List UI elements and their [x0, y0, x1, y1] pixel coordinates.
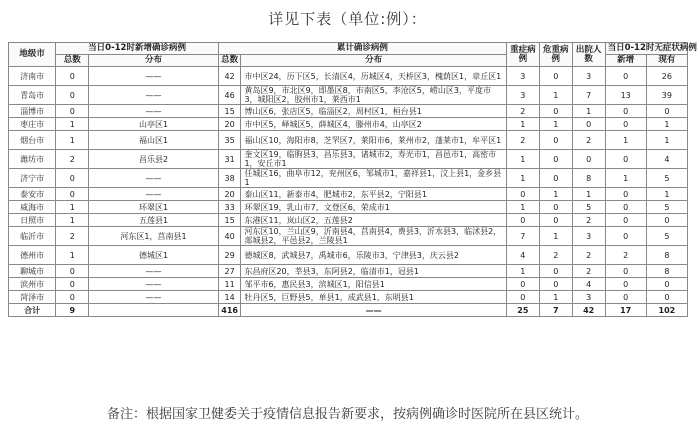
- cell-critical: 0: [539, 169, 572, 188]
- cell-cum-total: 31: [218, 150, 241, 169]
- cell-new-total: 0: [56, 67, 89, 86]
- cell-new-dist: ——: [89, 188, 219, 201]
- header-cum-distribution: 分布: [241, 55, 506, 67]
- cell-new-total: 0: [56, 291, 89, 304]
- cell-city: 济宁市: [9, 169, 56, 188]
- cell-cum-total: 38: [218, 169, 241, 188]
- cell-cum-total: 14: [218, 291, 241, 304]
- cell-new-dist: 德城区1: [89, 246, 219, 265]
- cell-new-dist: ——: [89, 291, 219, 304]
- cell-cum-total: 27: [218, 265, 241, 278]
- cell-critical: 1: [539, 227, 572, 246]
- cell-asym-existing: 39: [646, 86, 687, 105]
- header-severe: 重症病例: [506, 43, 539, 67]
- cell-asym-new: 0: [605, 118, 646, 131]
- cell-cum-total: 33: [218, 201, 241, 214]
- header-discharged: 出院人数: [572, 43, 605, 67]
- cell-city: 日照市: [9, 214, 56, 227]
- cell-asym-existing: 8: [646, 246, 687, 265]
- cell-city: 临沂市: [9, 227, 56, 246]
- cell-cum-total: 35: [218, 131, 241, 150]
- cell-cum-dist: 奎文区19，临朐县3，昌乐县3，诸城市2，寿光市1，昌邑市1，高密市1，安丘市1: [241, 150, 506, 169]
- cell-severe: 2: [506, 131, 539, 150]
- cell-discharged: 3: [572, 227, 605, 246]
- cell-cum-dist: 福山区10，海阳市8，芝罘区7，莱阳市6，莱州市2，蓬莱市1，牟平区1: [241, 131, 506, 150]
- cell-asym-new: 0: [605, 150, 646, 169]
- total-severe: 25: [506, 304, 539, 317]
- total-asym-new: 17: [605, 304, 646, 317]
- table-row: [9, 278, 688, 291]
- table-row: [9, 201, 688, 214]
- cell-severe: 0: [506, 214, 539, 227]
- cell-critical: 0: [539, 67, 572, 86]
- table-row: [9, 86, 688, 105]
- cell-new-dist: ——: [89, 278, 219, 291]
- cell-cum-total: 29: [218, 246, 241, 265]
- cell-new-total: 0: [56, 278, 89, 291]
- page-title: 详见下表（单位:例）：: [268, 10, 427, 28]
- cell-discharged: 3: [572, 67, 605, 86]
- table-row: [9, 188, 688, 201]
- table-row: [9, 131, 688, 150]
- header-new-distribution: 分布: [89, 55, 219, 67]
- cell-critical: 1: [539, 188, 572, 201]
- cell-asym-existing: 8: [646, 265, 687, 278]
- table-row: [9, 291, 688, 304]
- cell-asym-new: 13: [605, 86, 646, 105]
- cell-city: 淄博市: [9, 105, 56, 118]
- cell-cum-total: 15: [218, 105, 241, 118]
- cell-discharged: 0: [572, 150, 605, 169]
- cell-cum-dist: 市中区5，峄城区5，薛城区4，滕州市4，山亭区2: [241, 118, 506, 131]
- cell-new-total: 1: [56, 118, 89, 131]
- header-cum-total: 总数: [218, 55, 241, 67]
- cell-cum-dist: 德城区8，武城县7，禹城市6，乐陵市3，宁津县3，庆云县2: [241, 246, 506, 265]
- cell-severe: 0: [506, 291, 539, 304]
- cell-cum-total: 15: [218, 214, 241, 227]
- cell-new-dist: 昌乐县2: [89, 150, 219, 169]
- cell-new-total: 0: [56, 169, 89, 188]
- cell-cum-dist: 市中区24，历下区5，长清区4，历城区4，天桥区3，槐荫区1，章丘区1: [241, 67, 506, 86]
- cell-asym-new: 1: [605, 169, 646, 188]
- header-asym-existing: 现有: [646, 55, 687, 67]
- cell-new-dist: ——: [89, 265, 219, 278]
- cell-severe: 3: [506, 86, 539, 105]
- cell-critical: 1: [539, 291, 572, 304]
- cell-critical: 2: [539, 246, 572, 265]
- cell-city: 潍坊市: [9, 150, 56, 169]
- cell-new-dist: ——: [89, 105, 219, 118]
- cell-asym-new: 1: [605, 131, 646, 150]
- cell-city: 聊城市: [9, 265, 56, 278]
- cell-cum-dist: 泰山区11，新泰市4，肥城市2，东平县2，宁阳县1: [241, 188, 506, 201]
- cell-new-total: 1: [56, 246, 89, 265]
- header-new-group: 当日0-12时新增确诊病例: [56, 43, 219, 55]
- total-new-dist: [89, 304, 219, 317]
- cell-new-dist: 山亭区1: [89, 118, 219, 131]
- cell-discharged: 1: [572, 105, 605, 118]
- table-row: [9, 67, 688, 86]
- cell-asym-new: 2: [605, 246, 646, 265]
- cell-new-total: 1: [56, 214, 89, 227]
- cell-critical: 1: [539, 86, 572, 105]
- cell-city: 滨州市: [9, 278, 56, 291]
- cell-new-dist: ——: [89, 86, 219, 105]
- total-critical: 7: [539, 304, 572, 317]
- cell-cum-dist: 邹平市6，惠民县3，滨城区1，阳信县1: [241, 278, 506, 291]
- cell-city: 枣庄市: [9, 118, 56, 131]
- table-body: [9, 67, 688, 317]
- cell-cum-total: 42: [218, 67, 241, 86]
- cell-discharged: 2: [572, 265, 605, 278]
- table-row: [9, 214, 688, 227]
- cell-asym-new: 0: [605, 291, 646, 304]
- cell-asym-existing: 1: [646, 188, 687, 201]
- cell-asym-new: 0: [605, 214, 646, 227]
- cell-new-dist: 河东区1，莒南县1: [89, 227, 219, 246]
- cell-severe: 1: [506, 265, 539, 278]
- cell-asym-new: 0: [605, 265, 646, 278]
- cell-new-total: 0: [56, 188, 89, 201]
- cell-new-total: 1: [56, 201, 89, 214]
- cell-discharged: 4: [572, 278, 605, 291]
- cell-cum-total: 40: [218, 227, 241, 246]
- cell-city: 青岛市: [9, 86, 56, 105]
- cell-city: 济南市: [9, 67, 56, 86]
- cell-discharged: 3: [572, 291, 605, 304]
- total-new-total: 9: [56, 304, 89, 317]
- cell-city: 烟台市: [9, 131, 56, 150]
- cell-new-dist: ——: [89, 169, 219, 188]
- total-row: [9, 304, 688, 317]
- header-asym-new: 新增: [605, 55, 646, 67]
- cell-discharged: 1: [572, 188, 605, 201]
- cell-discharged: 2: [572, 131, 605, 150]
- cell-severe: 1: [506, 169, 539, 188]
- cell-severe: 0: [506, 278, 539, 291]
- cell-discharged: 8: [572, 169, 605, 188]
- cell-critical: 0: [539, 214, 572, 227]
- cell-critical: 0: [539, 201, 572, 214]
- cell-cum-dist: 东港区11，岚山区2，五莲县2: [241, 214, 506, 227]
- total-cum-total: 416: [218, 304, 241, 317]
- table-row: [9, 227, 688, 246]
- cell-asym-existing: 0: [646, 291, 687, 304]
- cell-cum-total: 20: [218, 118, 241, 131]
- cell-critical: 1: [539, 118, 572, 131]
- cell-discharged: 5: [572, 201, 605, 214]
- cell-asym-existing: 5: [646, 169, 687, 188]
- cell-discharged: 2: [572, 246, 605, 265]
- cell-asym-existing: 4: [646, 150, 687, 169]
- cell-new-total: 0: [56, 265, 89, 278]
- cell-cum-dist: 河东区10，兰山区9，沂南县4，莒南县4，费县3，沂水县3，临沭县2，郯城县2，平邑县2，兰陵县1: [241, 227, 506, 246]
- cell-cum-dist: 黄岛区9，市北区9，即墨区8，市南区5，李沧区5，崂山区3，平度市3，城阳区2，胶州市1，莱西市1: [241, 86, 506, 105]
- cell-asym-new: 0: [605, 67, 646, 86]
- total-asym-existing: 102: [646, 304, 687, 317]
- cell-asym-existing: 5: [646, 201, 687, 214]
- table-row: [9, 150, 688, 169]
- cell-critical: 0: [539, 150, 572, 169]
- cell-severe: 2: [506, 105, 539, 118]
- cell-asym-existing: 1: [646, 131, 687, 150]
- cell-cum-dist: 东昌府区20，莘县3，东阿县2，临清市1，冠县1: [241, 265, 506, 278]
- header-city: 地级市: [9, 43, 56, 67]
- cell-critical: 0: [539, 105, 572, 118]
- table-row: [9, 118, 688, 131]
- cell-asym-new: 0: [605, 188, 646, 201]
- table-row: [9, 105, 688, 118]
- cell-cum-total: 20: [218, 188, 241, 201]
- cell-new-total: 2: [56, 227, 89, 246]
- cell-critical: 0: [539, 278, 572, 291]
- cell-city: 威海市: [9, 201, 56, 214]
- cell-severe: 1: [506, 150, 539, 169]
- cell-discharged: 2: [572, 214, 605, 227]
- cell-asym-existing: 0: [646, 214, 687, 227]
- table-row: [9, 246, 688, 265]
- total-discharged: 42: [572, 304, 605, 317]
- header-critical: 危重病例: [539, 43, 572, 67]
- cell-asym-existing: 1: [646, 118, 687, 131]
- cell-new-total: 1: [56, 131, 89, 150]
- cell-asym-new: 0: [605, 201, 646, 214]
- cell-cum-dist: 任城区16，曲阜市12，兖州区6，邹城市1，嘉祥县1，汶上县1，金乡县1: [241, 169, 506, 188]
- cell-asym-existing: 26: [646, 67, 687, 86]
- cell-new-dist: 五莲县1: [89, 214, 219, 227]
- cell-severe: 0: [506, 188, 539, 201]
- cell-asym-new: 0: [605, 227, 646, 246]
- cell-new-dist: ——: [89, 67, 219, 86]
- cell-new-total: 0: [56, 105, 89, 118]
- cell-severe: 1: [506, 118, 539, 131]
- cell-asym-existing: 0: [646, 105, 687, 118]
- cell-new-dist: 环翠区1: [89, 201, 219, 214]
- cell-asym-existing: 0: [646, 278, 687, 291]
- cell-city: 泰安市: [9, 188, 56, 201]
- cell-critical: 0: [539, 265, 572, 278]
- table-row: [9, 169, 688, 188]
- cell-city: 菏泽市: [9, 291, 56, 304]
- cell-asym-existing: 5: [646, 227, 687, 246]
- header-cumulative-group: 累计确诊病例: [218, 43, 506, 55]
- cell-severe: 4: [506, 246, 539, 265]
- header-new-total: 总数: [56, 55, 89, 67]
- cell-asym-new: 0: [605, 105, 646, 118]
- cell-new-total: 0: [56, 86, 89, 105]
- case-table: [8, 42, 697, 317]
- footnote: 备注：根据国家卫健委关于疫情信息报告新要求，按病例确诊时医院所在县区统计。: [106, 407, 588, 422]
- cell-severe: 1: [506, 201, 539, 214]
- cell-asym-new: 0: [605, 278, 646, 291]
- cell-new-total: 2: [56, 150, 89, 169]
- total-label: 合计: [9, 304, 56, 317]
- total-cum-dist: ——: [241, 304, 506, 317]
- cell-city: 德州市: [9, 246, 56, 265]
- header-asymptomatic-group: 当日0-12时无症状病例: [605, 43, 687, 55]
- cell-cum-dist: 牡丹区5，巨野县5，单县1，成武县1，东明县1: [241, 291, 506, 304]
- cell-discharged: 7: [572, 86, 605, 105]
- cell-critical: 0: [539, 131, 572, 150]
- cell-new-dist: 福山区1: [89, 131, 219, 150]
- cell-severe: 3: [506, 67, 539, 86]
- cell-cum-total: 46: [218, 86, 241, 105]
- cell-discharged: 0: [572, 118, 605, 131]
- cell-severe: 7: [506, 227, 539, 246]
- cell-cum-total: 11: [218, 278, 241, 291]
- table-row: [9, 265, 688, 278]
- cell-cum-dist: 博山区6，张店区5，临淄区2，周村区1，桓台县1: [241, 105, 506, 118]
- cell-cum-dist: 环翠区19，乳山市7，文登区6，荣成市1: [241, 201, 506, 214]
